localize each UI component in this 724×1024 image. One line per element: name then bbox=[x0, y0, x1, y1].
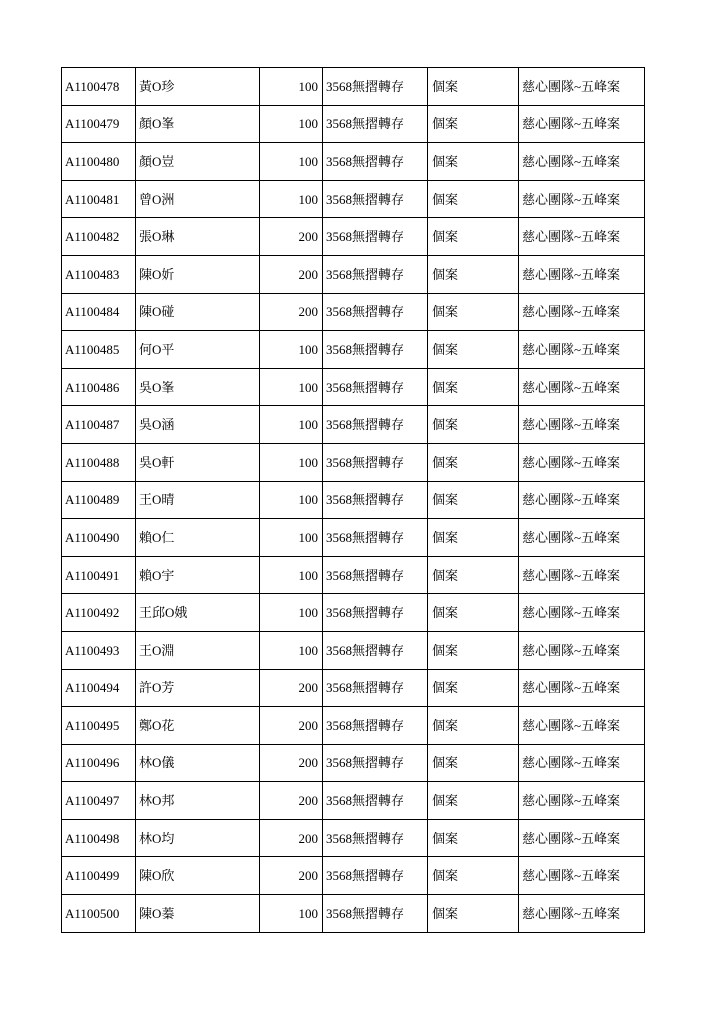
amount-cell: 200 bbox=[260, 744, 323, 782]
note-cell: 慈心團隊~五峰案 bbox=[519, 594, 645, 632]
table-row bbox=[62, 68, 645, 106]
amount-cell: 100 bbox=[260, 481, 323, 519]
table-row bbox=[62, 707, 645, 745]
donor-name-cell: 王邱O娥 bbox=[136, 594, 260, 632]
case-type-cell: 個案 bbox=[428, 594, 519, 632]
case-type-cell: 個案 bbox=[428, 631, 519, 669]
note-cell: 慈心團隊~五峰案 bbox=[519, 143, 645, 181]
record-id-cell: A1100483 bbox=[62, 255, 136, 293]
note-cell: 慈心團隊~五峰案 bbox=[519, 857, 645, 895]
amount-cell: 100 bbox=[260, 143, 323, 181]
case-type-cell: 個案 bbox=[428, 481, 519, 519]
donor-name-cell: 何O平 bbox=[136, 331, 260, 369]
donor-name-cell: 陳O碰 bbox=[136, 293, 260, 331]
note-cell: 慈心團隊~五峰案 bbox=[519, 293, 645, 331]
case-type-cell: 個案 bbox=[428, 255, 519, 293]
payment-method-cell: 3568無摺轉存 bbox=[323, 481, 428, 519]
table-row bbox=[62, 744, 645, 782]
payment-method-cell: 3568無摺轉存 bbox=[323, 857, 428, 895]
payment-method-cell: 3568無摺轉存 bbox=[323, 368, 428, 406]
amount-cell: 100 bbox=[260, 331, 323, 369]
record-id-cell: A1100486 bbox=[62, 368, 136, 406]
payment-method-cell: 3568無摺轉存 bbox=[323, 519, 428, 557]
record-id-cell: A1100496 bbox=[62, 744, 136, 782]
record-id-cell: A1100481 bbox=[62, 180, 136, 218]
table-row bbox=[62, 180, 645, 218]
case-type-cell: 個案 bbox=[428, 68, 519, 106]
amount-cell: 100 bbox=[260, 895, 323, 933]
donor-name-cell: 吳O峯 bbox=[136, 368, 260, 406]
case-type-cell: 個案 bbox=[428, 218, 519, 256]
amount-cell: 100 bbox=[260, 443, 323, 481]
note-cell: 慈心團隊~五峰案 bbox=[519, 819, 645, 857]
record-id-cell: A1100487 bbox=[62, 406, 136, 444]
payment-method-cell: 3568無摺轉存 bbox=[323, 594, 428, 632]
table-row bbox=[62, 819, 645, 857]
record-id-cell: A1100479 bbox=[62, 105, 136, 143]
case-type-cell: 個案 bbox=[428, 895, 519, 933]
donor-name-cell: 張O琳 bbox=[136, 218, 260, 256]
table-row bbox=[62, 255, 645, 293]
note-cell: 慈心團隊~五峰案 bbox=[519, 255, 645, 293]
record-id-cell: A1100491 bbox=[62, 556, 136, 594]
amount-cell: 200 bbox=[260, 857, 323, 895]
donor-name-cell: 陳O蓁 bbox=[136, 895, 260, 933]
record-id-cell: A1100485 bbox=[62, 331, 136, 369]
table-row bbox=[62, 368, 645, 406]
table-row bbox=[62, 895, 645, 933]
amount-cell: 200 bbox=[260, 707, 323, 745]
record-id-cell: A1100499 bbox=[62, 857, 136, 895]
record-id-cell: A1100484 bbox=[62, 293, 136, 331]
donor-name-cell: 賴O仁 bbox=[136, 519, 260, 557]
case-type-cell: 個案 bbox=[428, 105, 519, 143]
amount-cell: 200 bbox=[260, 669, 323, 707]
donor-name-cell: 林O均 bbox=[136, 819, 260, 857]
case-type-cell: 個案 bbox=[428, 368, 519, 406]
table-row bbox=[62, 293, 645, 331]
record-id-cell: A1100500 bbox=[62, 895, 136, 933]
table-row bbox=[62, 556, 645, 594]
table-row bbox=[62, 631, 645, 669]
note-cell: 慈心團隊~五峰案 bbox=[519, 406, 645, 444]
amount-cell: 200 bbox=[260, 782, 323, 820]
table-row bbox=[62, 331, 645, 369]
donor-name-cell: 林O邦 bbox=[136, 782, 260, 820]
payment-method-cell: 3568無摺轉存 bbox=[323, 68, 428, 106]
case-type-cell: 個案 bbox=[428, 143, 519, 181]
case-type-cell: 個案 bbox=[428, 180, 519, 218]
note-cell: 慈心團隊~五峰案 bbox=[519, 669, 645, 707]
payment-method-cell: 3568無摺轉存 bbox=[323, 744, 428, 782]
record-id-cell: A1100497 bbox=[62, 782, 136, 820]
payment-method-cell: 3568無摺轉存 bbox=[323, 819, 428, 857]
amount-cell: 100 bbox=[260, 68, 323, 106]
donor-name-cell: 黃O珍 bbox=[136, 68, 260, 106]
note-cell: 慈心團隊~五峰案 bbox=[519, 519, 645, 557]
amount-cell: 200 bbox=[260, 218, 323, 256]
case-type-cell: 個案 bbox=[428, 293, 519, 331]
payment-method-cell: 3568無摺轉存 bbox=[323, 895, 428, 933]
case-type-cell: 個案 bbox=[428, 406, 519, 444]
table-row bbox=[62, 857, 645, 895]
record-id-cell: A1100478 bbox=[62, 68, 136, 106]
note-cell: 慈心團隊~五峰案 bbox=[519, 68, 645, 106]
donor-name-cell: 顏O峯 bbox=[136, 105, 260, 143]
note-cell: 慈心團隊~五峰案 bbox=[519, 331, 645, 369]
donor-name-cell: 曾O洲 bbox=[136, 180, 260, 218]
record-id-cell: A1100498 bbox=[62, 819, 136, 857]
table-row bbox=[62, 105, 645, 143]
table-row bbox=[62, 782, 645, 820]
note-cell: 慈心團隊~五峰案 bbox=[519, 368, 645, 406]
payment-method-cell: 3568無摺轉存 bbox=[323, 669, 428, 707]
payment-method-cell: 3568無摺轉存 bbox=[323, 255, 428, 293]
donor-name-cell: 吳O軒 bbox=[136, 443, 260, 481]
case-type-cell: 個案 bbox=[428, 857, 519, 895]
donor-name-cell: 鄭O花 bbox=[136, 707, 260, 745]
case-type-cell: 個案 bbox=[428, 744, 519, 782]
payment-method-cell: 3568無摺轉存 bbox=[323, 443, 428, 481]
amount-cell: 100 bbox=[260, 594, 323, 632]
payment-method-cell: 3568無摺轉存 bbox=[323, 556, 428, 594]
note-cell: 慈心團隊~五峰案 bbox=[519, 180, 645, 218]
case-type-cell: 個案 bbox=[428, 819, 519, 857]
note-cell: 慈心團隊~五峰案 bbox=[519, 895, 645, 933]
donor-name-cell: 王O晴 bbox=[136, 481, 260, 519]
amount-cell: 100 bbox=[260, 519, 323, 557]
amount-cell: 100 bbox=[260, 631, 323, 669]
case-type-cell: 個案 bbox=[428, 669, 519, 707]
amount-cell: 100 bbox=[260, 180, 323, 218]
note-cell: 慈心團隊~五峰案 bbox=[519, 744, 645, 782]
note-cell: 慈心團隊~五峰案 bbox=[519, 443, 645, 481]
record-id-cell: A1100494 bbox=[62, 669, 136, 707]
payment-method-cell: 3568無摺轉存 bbox=[323, 143, 428, 181]
payment-method-cell: 3568無摺轉存 bbox=[323, 707, 428, 745]
payment-method-cell: 3568無摺轉存 bbox=[323, 218, 428, 256]
table-body bbox=[62, 68, 645, 933]
amount-cell: 100 bbox=[260, 556, 323, 594]
amount-cell: 100 bbox=[260, 105, 323, 143]
note-cell: 慈心團隊~五峰案 bbox=[519, 631, 645, 669]
donor-name-cell: 許O芳 bbox=[136, 669, 260, 707]
donor-name-cell: 吳O涵 bbox=[136, 406, 260, 444]
donor-name-cell: 陳O欣 bbox=[136, 857, 260, 895]
payment-method-cell: 3568無摺轉存 bbox=[323, 180, 428, 218]
payment-method-cell: 3568無摺轉存 bbox=[323, 331, 428, 369]
amount-cell: 100 bbox=[260, 406, 323, 444]
case-type-cell: 個案 bbox=[428, 519, 519, 557]
donor-name-cell: 王O淵 bbox=[136, 631, 260, 669]
payment-method-cell: 3568無摺轉存 bbox=[323, 293, 428, 331]
note-cell: 慈心團隊~五峰案 bbox=[519, 105, 645, 143]
table-row bbox=[62, 519, 645, 557]
donor-name-cell: 林O儀 bbox=[136, 744, 260, 782]
case-type-cell: 個案 bbox=[428, 556, 519, 594]
note-cell: 慈心團隊~五峰案 bbox=[519, 782, 645, 820]
table-row bbox=[62, 669, 645, 707]
note-cell: 慈心團隊~五峰案 bbox=[519, 481, 645, 519]
case-type-cell: 個案 bbox=[428, 782, 519, 820]
case-type-cell: 個案 bbox=[428, 707, 519, 745]
table-row bbox=[62, 406, 645, 444]
table-row bbox=[62, 143, 645, 181]
payment-method-cell: 3568無摺轉存 bbox=[323, 631, 428, 669]
payment-method-cell: 3568無摺轉存 bbox=[323, 782, 428, 820]
amount-cell: 100 bbox=[260, 368, 323, 406]
table-row bbox=[62, 218, 645, 256]
record-id-cell: A1100489 bbox=[62, 481, 136, 519]
amount-cell: 200 bbox=[260, 293, 323, 331]
record-id-cell: A1100493 bbox=[62, 631, 136, 669]
note-cell: 慈心團隊~五峰案 bbox=[519, 707, 645, 745]
payment-method-cell: 3568無摺轉存 bbox=[323, 105, 428, 143]
record-id-cell: A1100492 bbox=[62, 594, 136, 632]
note-cell: 慈心團隊~五峰案 bbox=[519, 556, 645, 594]
table-row bbox=[62, 443, 645, 481]
payment-method-cell: 3568無摺轉存 bbox=[323, 406, 428, 444]
record-id-cell: A1100490 bbox=[62, 519, 136, 557]
donor-name-cell: 賴O宇 bbox=[136, 556, 260, 594]
record-id-cell: A1100495 bbox=[62, 707, 136, 745]
note-cell: 慈心團隊~五峰案 bbox=[519, 218, 645, 256]
record-id-cell: A1100480 bbox=[62, 143, 136, 181]
record-id-cell: A1100482 bbox=[62, 218, 136, 256]
case-type-cell: 個案 bbox=[428, 331, 519, 369]
donation-table bbox=[61, 67, 645, 933]
case-type-cell: 個案 bbox=[428, 443, 519, 481]
donor-name-cell: 陳O妡 bbox=[136, 255, 260, 293]
record-id-cell: A1100488 bbox=[62, 443, 136, 481]
amount-cell: 200 bbox=[260, 819, 323, 857]
amount-cell: 200 bbox=[260, 255, 323, 293]
donor-name-cell: 顏O豈 bbox=[136, 143, 260, 181]
table-row bbox=[62, 481, 645, 519]
table-row bbox=[62, 594, 645, 632]
